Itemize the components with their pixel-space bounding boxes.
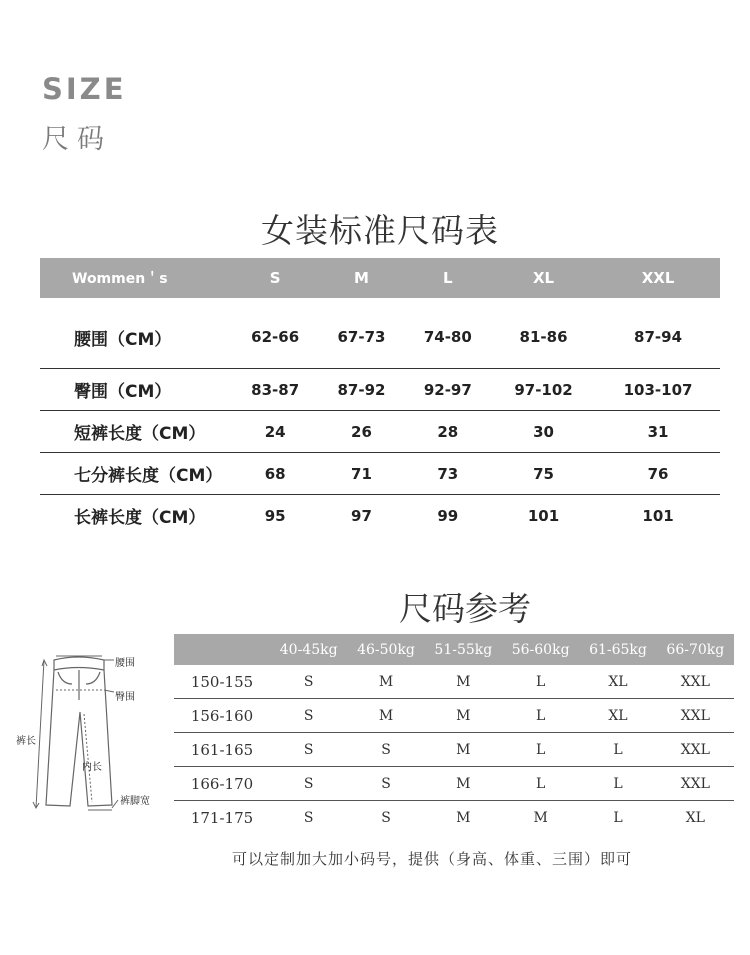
height-cell: 150-155 [174,665,270,699]
col-header: L [405,258,491,298]
custom-size-note: 可以定制加大加小码号，提供（身高、体重、三围）即可 [232,850,633,868]
size-reference-header-row [174,634,734,665]
height-cell: 166-170 [174,767,270,801]
col-header: S [232,258,318,298]
cell: 24 [232,411,318,453]
col-header: 40-45kg [270,634,347,665]
cell: 30 [491,411,596,453]
cell: XL [579,699,656,733]
cell: XL [685,809,705,826]
cell: S [270,733,347,767]
cell: 28 [405,411,491,453]
col-header: 56-60kg [502,634,579,665]
cell: 31 [596,411,720,453]
table-row [40,369,720,411]
col-header: Wommen＇s [40,258,232,298]
cell: M [456,809,471,826]
label-waist: 腰围 [115,658,135,669]
table-row [174,699,734,733]
table-row [174,801,734,835]
cell: 71 [318,453,404,495]
cell: 26 [318,411,404,453]
height-cell: 161-165 [174,733,270,767]
col-header: XL [491,258,596,298]
cell: M [425,767,502,801]
col-header: 51-55kg [425,634,502,665]
cell: L [502,665,579,699]
cell: XXL [657,699,734,733]
table-row [174,733,734,767]
table-row [40,453,720,495]
cell: 73 [405,453,491,495]
row-label: 短裤长度（CM） [40,411,232,453]
col-header [174,634,270,665]
cell: 97-102 [491,369,596,411]
cell: L [579,733,656,767]
cell: 99 [437,506,459,525]
cell: L [502,733,579,767]
pants-diagram [14,650,174,820]
table-row [40,411,720,453]
pants-outline-icon [14,650,174,820]
cell: S [347,767,424,801]
col-header: M [318,258,404,298]
cell: 75 [491,453,596,495]
cell: 103-107 [596,369,720,411]
cell: 95 [264,506,286,525]
table-row [174,767,734,801]
cell: S [303,809,314,826]
size-chart-header-row [40,258,720,298]
table-row [40,495,720,537]
cell: L [613,809,623,826]
cell: 87-92 [318,369,404,411]
table-row [174,665,734,699]
label-inseam: 内长 [82,762,102,773]
row-label: 长裤长度（CM） [74,508,206,528]
cell: 101 [642,506,674,525]
cell: M [425,733,502,767]
cell: S [347,733,424,767]
row-label: 腰围（CM） [40,298,232,369]
col-header: XXL [596,258,720,298]
cell: 67-73 [318,298,404,369]
cell: 62-66 [232,298,318,369]
row-label: 臀围（CM） [40,369,232,411]
table-row [40,298,720,369]
size-chart-table [40,258,720,536]
cell: XXL [657,767,734,801]
size-reference-title: 尺码参考 [399,589,531,628]
size-chart-title: 女装标准尺码表 [261,211,499,250]
size-reference-table [174,634,734,834]
cell: 81-86 [491,298,596,369]
label-length: 裤长 [16,736,36,747]
cell: 74-80 [405,298,491,369]
cell: L [502,699,579,733]
cell: XXL [657,665,734,699]
cell: 68 [232,453,318,495]
row-label: 七分裤长度（CM） [40,453,232,495]
height-cell: 156-160 [174,699,270,733]
cell: 92-97 [405,369,491,411]
cell: S [270,767,347,801]
cell: M [533,809,548,826]
cell: S [270,699,347,733]
cell: 101 [527,506,560,525]
cell: XL [579,665,656,699]
cell: XXL [657,733,734,767]
height-cell: 171-175 [190,808,254,827]
size-title: SIZE [42,72,127,106]
cell: L [502,767,579,801]
cell: S [270,665,347,699]
cell: L [579,767,656,801]
label-leg-opening: 裤脚宽 [120,796,150,807]
cell: M [347,699,424,733]
label-hip: 臀围 [115,692,135,703]
cell: 76 [596,453,720,495]
col-header: 46-50kg [347,634,424,665]
cell: M [347,665,424,699]
col-header: 61-65kg [579,634,656,665]
cell: S [381,809,391,826]
cell: 83-87 [232,369,318,411]
cell: 97 [351,506,372,525]
col-header: 66-70kg [657,634,734,665]
cell: M [425,699,502,733]
cell: M [425,665,502,699]
cell: 87-94 [596,298,720,369]
size-subtitle: 尺码 [42,124,112,155]
